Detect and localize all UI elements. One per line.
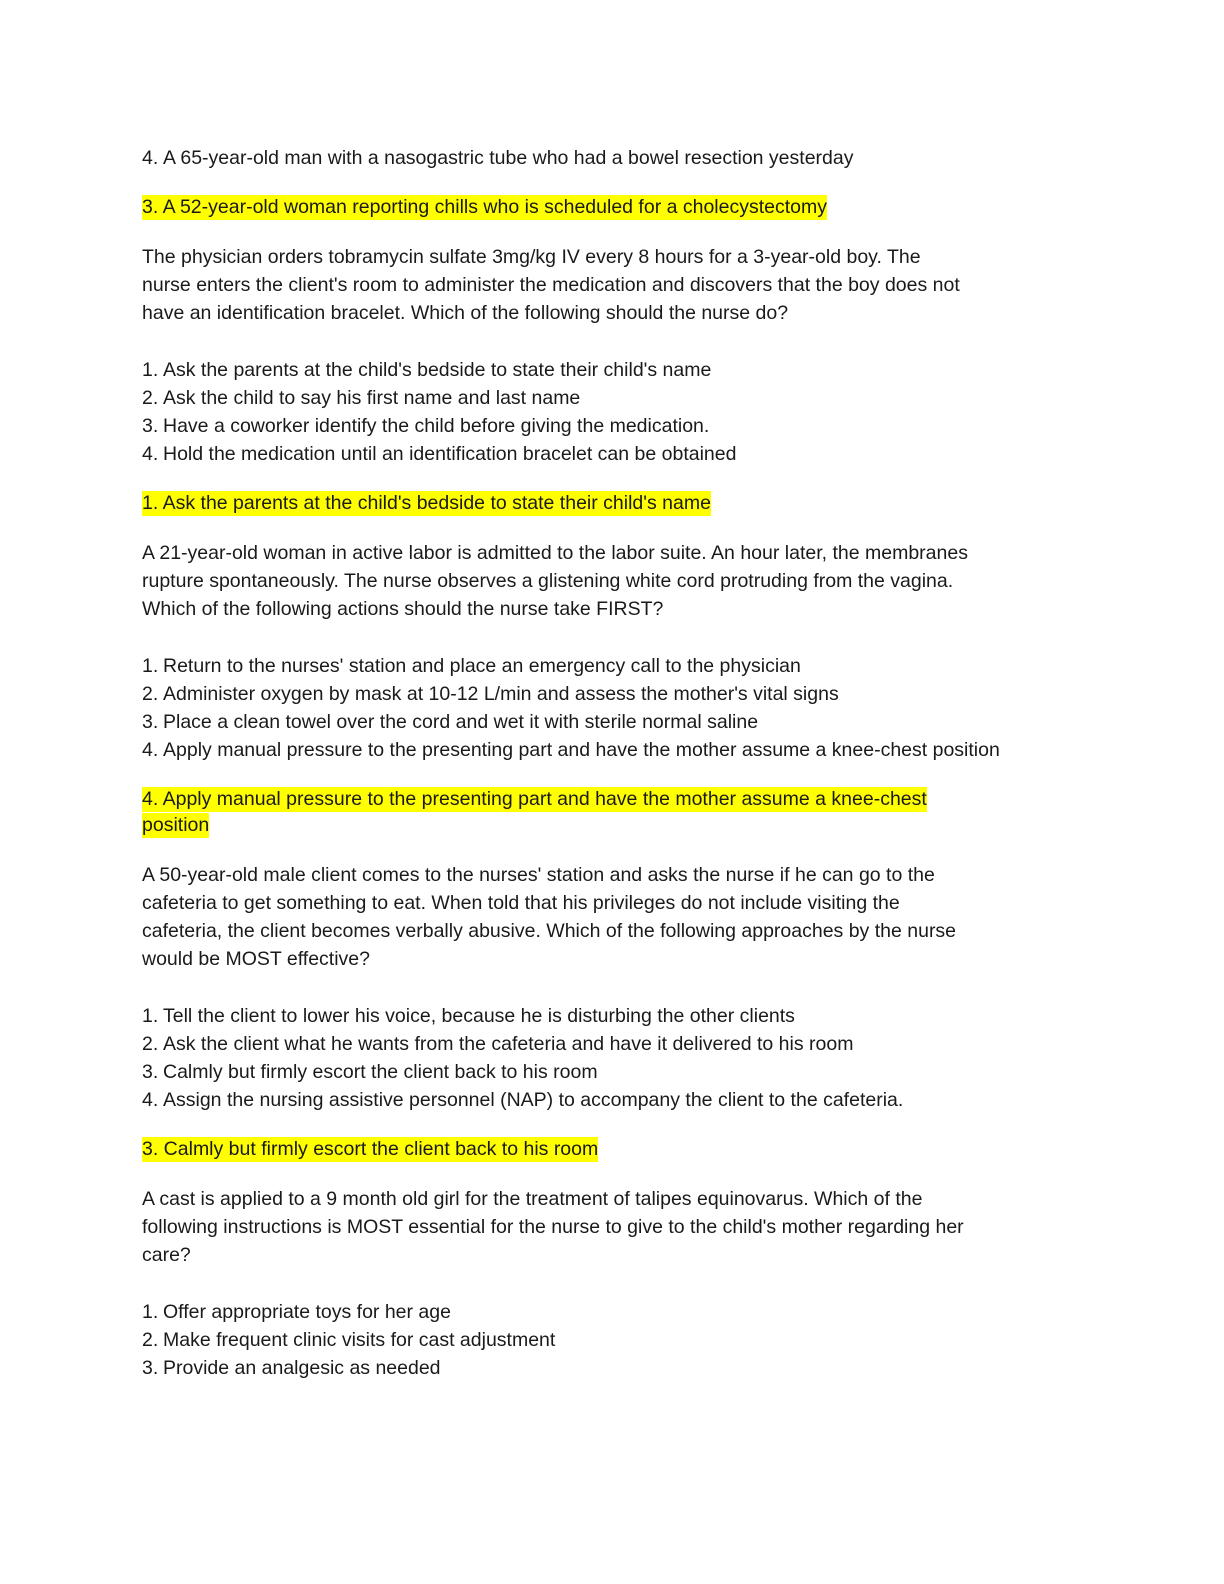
option-text: Place a clean towel over the cord and wet it with sterile normal saline: [163, 711, 759, 733]
answer-text: 1. Ask the parents at the child's bedside to state their child's name: [142, 492, 711, 514]
stem-line: cafeteria to get something to eat. When told that his privileges do not include visiting the: [142, 892, 900, 914]
option-number: 4.: [142, 443, 159, 465]
option-number: 3.: [142, 1357, 159, 1379]
question-stem: [142, 1185, 1082, 1269]
option-item: [142, 1354, 1082, 1382]
option-text: Hold the medication until an identification bracelet can be obtained: [163, 443, 737, 465]
option-text: Calmly but firmly escort the client back to his room: [163, 1061, 598, 1083]
answer-text: 4. Apply manual pressure to the presenting part and have the mother assume a knee-chest: [142, 788, 927, 810]
option-number: 1.: [142, 655, 159, 677]
option-item: [142, 356, 1082, 384]
stem-line: The physician orders tobramycin sulfate 3mg/kg IV every 8 hours for a 3-year-old boy. The: [142, 246, 921, 268]
stem-line: A 50-year-old male client comes to the nurses' station and asks the nurse if he can go to the: [142, 864, 935, 886]
option-number: 2.: [142, 387, 159, 409]
option-number: 4.: [142, 1089, 159, 1111]
option-text: Have a coworker identify the child before giving the medication.: [163, 415, 710, 437]
stem-line: A 21-year-old woman in active labor is admitted to the labor suite. An hour later, the membranes: [142, 542, 968, 564]
question-stem: [142, 539, 1082, 623]
options-list: [142, 1298, 1082, 1382]
stem-line: following instructions is MOST essential for the nurse to give to the child's mother regarding her: [142, 1216, 964, 1238]
option-item: [142, 412, 1082, 440]
option-text: Ask the child to say his first name and last name: [163, 387, 581, 409]
options-list: [142, 356, 1082, 468]
option-item: [142, 680, 1082, 708]
question-stem: [142, 861, 1082, 973]
option-text: Tell the client to lower his voice, because he is disturbing the other clients: [163, 1005, 795, 1027]
option-number: 4.: [142, 739, 159, 761]
option-number: 3.: [142, 711, 159, 733]
option-number: 1.: [142, 1005, 159, 1027]
option-text: Assign the nursing assistive personnel (NAP) to accompany the client to the cafeteria.: [163, 1089, 904, 1111]
answer-highlight: [142, 193, 1082, 221]
option-number: 2.: [142, 1033, 159, 1055]
option-text: Ask the parents at the child's bedside to state their child's name: [163, 359, 712, 381]
option-item: [142, 1030, 1082, 1058]
option-number: 2.: [142, 1329, 159, 1351]
option-item: [142, 144, 1082, 172]
option-number: 1.: [142, 1301, 159, 1323]
stem-line: nurse enters the client's room to administer the medication and discovers that the boy does not: [142, 274, 960, 296]
stem-line: rupture spontaneously. The nurse observes a glistening white cord protruding from the vagina.: [142, 570, 954, 592]
answer-highlight: [142, 489, 1082, 517]
option-item: [142, 652, 1082, 680]
stem-line: care?: [142, 1244, 191, 1266]
answer-highlight: [142, 1135, 1082, 1163]
option-item: [142, 736, 1082, 764]
option-text: Apply manual pressure to the presenting part and have the mother assume a knee-chest position: [163, 739, 1000, 761]
answer-highlight: [142, 785, 1082, 839]
option-item: [142, 708, 1082, 736]
option-text: Return to the nurses' station and place an emergency call to the physician: [163, 655, 801, 677]
stem-line: Which of the following actions should the nurse take FIRST?: [142, 598, 664, 620]
question-stem: [142, 243, 1082, 327]
stem-line: would be MOST effective?: [142, 948, 370, 970]
option-text: Offer appropriate toys for her age: [163, 1301, 451, 1323]
option-item: [142, 1086, 1082, 1114]
answer-text: 3. A 52-year-old woman reporting chills who is scheduled for a cholecystectomy: [142, 196, 828, 218]
stem-line: cafeteria, the client becomes verbally abusive. Which of the following approaches by the nurse: [142, 920, 957, 942]
option-number: 2.: [142, 683, 159, 705]
answer-text: position: [142, 814, 210, 836]
options-list: [142, 652, 1082, 764]
option-item: [142, 1058, 1082, 1086]
option-item: [142, 1002, 1082, 1030]
option-text: Administer oxygen by mask at 10-12 L/min and assess the mother's vital signs: [163, 683, 839, 705]
option-item: [142, 440, 1082, 468]
option-number: 3.: [142, 1061, 159, 1083]
document-page: [142, 144, 1082, 1382]
option-text: A 65-year-old man with a nasogastric tube who had a bowel resection yesterday: [163, 147, 854, 169]
option-item: [142, 1298, 1082, 1326]
option-number: 4.: [142, 147, 159, 169]
options-list: [142, 1002, 1082, 1114]
option-text: Make frequent clinic visits for cast adjustment: [163, 1329, 556, 1351]
option-number: 3.: [142, 415, 159, 437]
stem-line: A cast is applied to a 9 month old girl for the treatment of talipes equinovarus. Which of the: [142, 1188, 923, 1210]
stem-line: have an identification bracelet. Which of the following should the nurse do?: [142, 302, 789, 324]
option-number: 1.: [142, 359, 159, 381]
option-item: [142, 1326, 1082, 1354]
option-text: Ask the client what he wants from the cafeteria and have it delivered to his room: [163, 1033, 854, 1055]
option-text: Provide an analgesic as needed: [163, 1357, 441, 1379]
option-item: [142, 384, 1082, 412]
answer-text: 3. Calmly but firmly escort the client back to his room: [142, 1138, 599, 1160]
